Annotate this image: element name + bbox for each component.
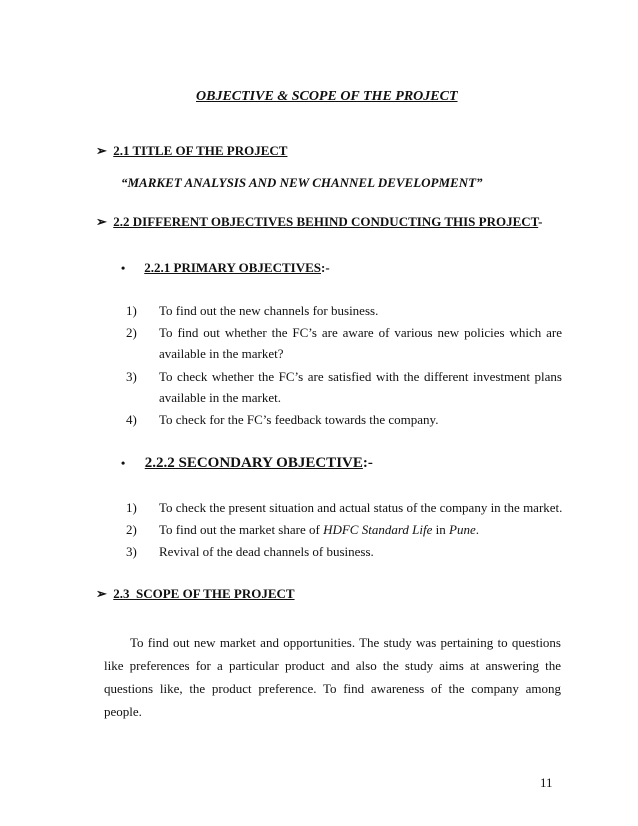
- list-item-number: 3): [126, 544, 137, 559]
- page-title: OBJECTIVE & SCOPE OF THE PROJECT: [196, 89, 458, 104]
- arrow-bullet-icon: ➢: [96, 143, 107, 158]
- list-item-text: Revival of the dead channels of business.: [159, 544, 374, 559]
- list-item-text: To check whether the FC’s are satisfied with the different investment plans available in the market.: [159, 369, 562, 405]
- list-item-number: 3): [126, 369, 137, 384]
- section-heading-text: 2.2 DIFFERENT OBJECTIVES BEHIND CONDUCTING THIS PROJECT: [113, 214, 539, 229]
- scope-paragraph: [104, 631, 561, 723]
- company-name: HDFC Standard Life: [323, 522, 433, 537]
- list-item-number: 2): [126, 522, 137, 537]
- arrow-bullet-icon: ➢: [96, 214, 107, 229]
- list-item-number: 1): [126, 303, 137, 318]
- list-item-text: To find out whether the FC’s are aware of various new policies which are available in the market?: [159, 325, 562, 361]
- section-heading-2-3: [96, 586, 295, 602]
- text-segment: .: [475, 522, 479, 537]
- list-item: [126, 300, 562, 321]
- list-item: [126, 366, 562, 408]
- subheading-suffix: :-: [321, 260, 330, 275]
- bullet-dot-icon: •: [121, 456, 126, 470]
- project-title: “MARKET ANALYSIS AND NEW CHANNEL DEVELOPMENT”: [121, 175, 483, 190]
- bullet-dot-icon: •: [121, 261, 126, 275]
- subheading-text: 2.2.2 SECONDARY OBJECTIVE: [144, 455, 363, 471]
- list-item: [126, 497, 562, 518]
- list-item-text: To find out the new channels for business.: [159, 303, 379, 318]
- paragraph-text: To find out new market and opportunities. The study was pertaining to questions like preferences for a particular product and also the study aims at answering the questions like, the product preference. To find awareness of the company among people.: [104, 635, 561, 719]
- list-item: [126, 541, 562, 562]
- section-heading-suffix: -: [538, 214, 543, 229]
- list-item-text: To check the present situation and actual status of the company in the market.: [159, 500, 563, 515]
- subheading-secondary-objective: [121, 455, 373, 472]
- list-item: [126, 519, 562, 540]
- subheading-suffix: :-: [362, 455, 373, 471]
- subheading-primary-objectives: [121, 260, 330, 276]
- text-segment: in: [432, 522, 450, 537]
- list-item: [126, 322, 562, 364]
- section-heading-text: 2.1 TITLE OF THE PROJECT: [113, 143, 288, 158]
- list-item-text: [159, 519, 562, 540]
- list-item-number: 2): [126, 325, 137, 340]
- section-heading-text: 2.3 SCOPE OF THE PROJECT: [113, 586, 295, 601]
- subheading-text: 2.2.1 PRIMARY OBJECTIVES: [144, 260, 321, 275]
- section-heading-2-1: [96, 143, 287, 159]
- section-heading-2-2: [96, 214, 542, 230]
- list-item-number: 1): [126, 500, 137, 515]
- list-item-number: 4): [126, 412, 137, 427]
- page-number: 11: [540, 775, 553, 790]
- list-item: [126, 409, 562, 430]
- text-segment: To find out the market share of: [159, 522, 324, 537]
- list-item-text: To check for the FC’s feedback towards the company.: [159, 412, 439, 427]
- city-name: Pune: [449, 522, 476, 537]
- arrow-bullet-icon: ➢: [96, 586, 107, 601]
